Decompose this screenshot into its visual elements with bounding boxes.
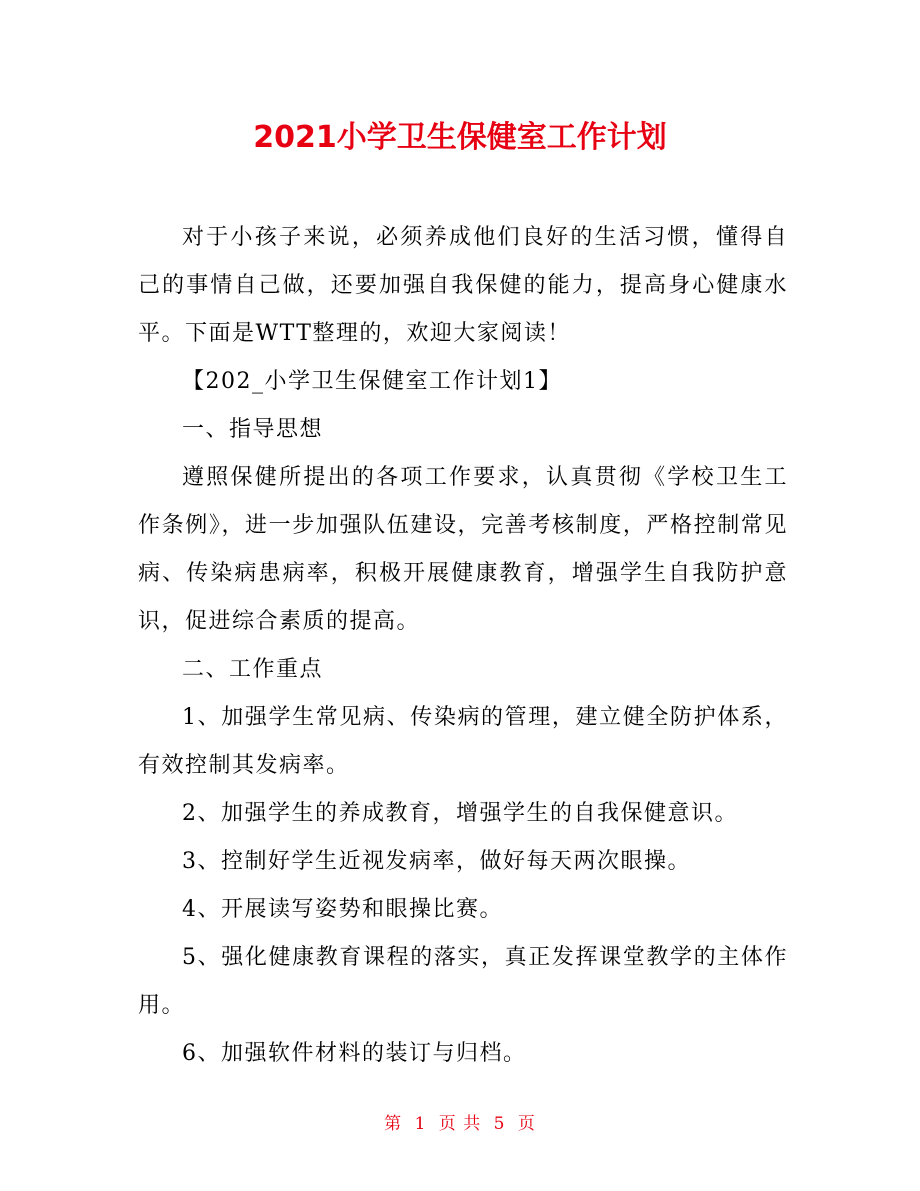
paragraph-guiding-thought: 遵照保健所提出的各项工作要求，认真贯彻《学校卫生工作条例》，进一步加强队伍建设，完善考核制度，严格控制常见病、传染病患病率，积极开展健康教育，增强学生自我防护意识，促进综合素质的提高。: [138, 465, 788, 634]
list-item-2: 2、加强学生的养成教育，增强学生的自我保健意识。: [182, 801, 738, 826]
list-item-5: 5、强化健康教育课程的落实，真正发挥课堂教学的主体作用。: [138, 945, 788, 1018]
list-item-3: 3、控制好学生近视发病率，做好每天两次眼操。: [182, 849, 691, 874]
document-body: [138, 214, 788, 1078]
page-footer: [0, 1112, 920, 1136]
heading-work-focus: 二、工作重点: [182, 657, 324, 682]
document-title: 2021小学卫生保健室工作计划: [253, 120, 667, 155]
paragraph-intro: 对于小孩子来说，必须养成他们良好的生活习惯，懂得自己的事情自己做，还要加强自我保健的能力，提高身心健康水平。下面是WTT整理的，欢迎大家阅读！: [138, 225, 788, 346]
paragraph-section-heading: 【202_小学卫生保健室工作计划1】: [182, 369, 562, 394]
footer-total-pages: 5: [493, 1114, 506, 1134]
list-item-1: 1、加强学生常见病、传染病的管理，建立健全防护体系，有效控制其发病率。: [138, 705, 788, 778]
list-item-4: 4、开展读写姿势和眼操比赛。: [182, 897, 503, 922]
footer-suffix: 页: [517, 1114, 536, 1134]
footer-prefix: 第: [384, 1114, 403, 1134]
footer-page-number: 1: [414, 1114, 427, 1134]
footer-middle: 页 共: [438, 1114, 482, 1134]
list-item-6: 6、加强软件材料的装订与归档。: [182, 1041, 527, 1066]
heading-guiding-thought: 一、指导思想: [182, 417, 324, 442]
